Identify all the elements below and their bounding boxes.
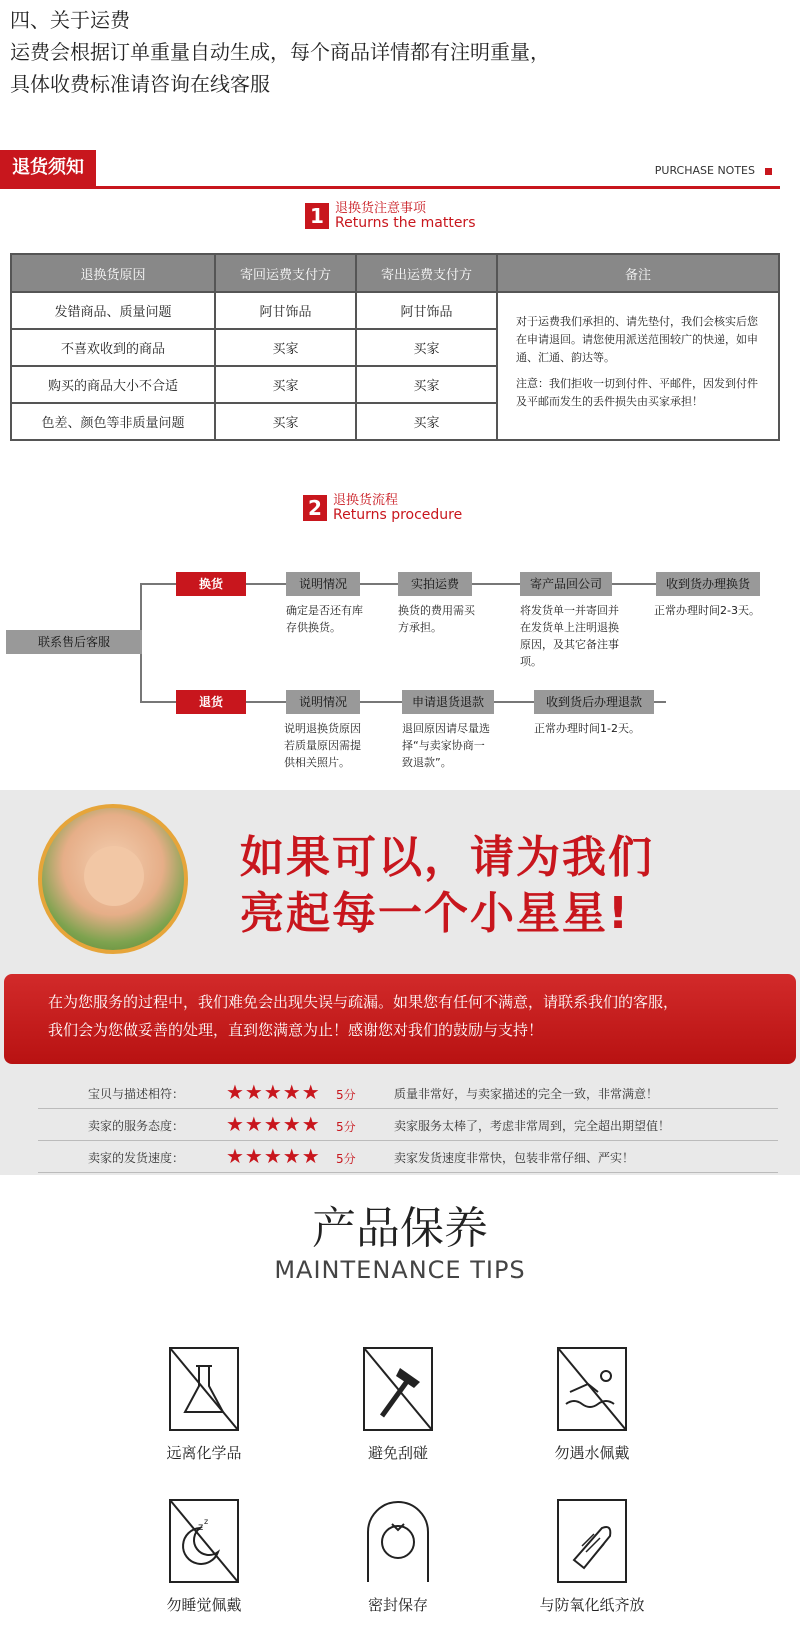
flow-connector [140,701,178,703]
tip-label: 与防氧化纸齐放 [539,1596,645,1614]
shipping-line-1: 运费会根据订单重量自动生成，每个商品详情都有注明重量， [10,40,550,64]
paper-roll-icon [556,1498,628,1584]
tip-label: 远离化学品 [166,1444,242,1462]
note-text-2: 注意：我们拒收一切到付件、平邮件，因发到付件及平邮而发生的丢件损失由买家承担！ [516,377,758,408]
svg-text:z: z [204,1517,209,1526]
rating-comment: 卖家服务太棒了，考虑非常周到，完全超出期望值！ [394,1119,671,1133]
notes-english: PURCHASE NOTES [655,164,772,177]
rating-headline [240,830,654,942]
refund-desc: 退回原因请尽量选择“与卖家协商一致退款”。 [402,722,490,769]
shipping-section [10,4,550,100]
chemical-icon [168,1346,240,1432]
tip-label: 密封保存 [367,1596,428,1614]
table-cell: 阿甘饰品 [356,292,497,329]
headline-line-1: 如果可以，请为我们 [240,832,654,883]
rating-score: 5分 [336,1152,356,1166]
shipping-heading: 四、关于运费 [10,8,130,32]
purchase-notes-header [0,150,780,194]
refund-box: 退货 [176,690,246,714]
maintenance-en: MAINTENANCE TIPS [274,1256,526,1284]
refund-desc: 说明退换货原因若质量原因需提供相关照片。 [284,722,361,769]
rating-row [38,1078,778,1109]
table-cell: 买家 [356,329,497,366]
table-cell: 买家 [356,403,497,440]
rating-banner [0,790,800,1175]
table-cell: 色差、颜色等非质量问题 [11,403,215,440]
svg-text:z: z [198,1522,204,1533]
flow-connector [140,583,178,585]
tip-no-scratch [318,1346,478,1463]
maintenance-title: 产品保养 [312,1203,488,1254]
table-cell: 买家 [215,403,356,440]
rating-score: 5分 [336,1120,356,1134]
header-divider [0,186,780,189]
tip-no-chemicals [124,1346,284,1463]
table-header: 备注 [497,254,779,292]
sealed-bag-icon [362,1498,434,1584]
sleep-icon [168,1498,240,1584]
tip-anti-oxidation [512,1498,672,1615]
rating-label: 卖家的服务态度： [88,1119,185,1133]
note-text-1: 对于运费我们承担的、请先垫付，我们会核实后您在申请退回。请您使用派送范围较广的快递，如申通、汇通、韵达等。 [516,315,758,364]
step2-number: 2 [303,495,327,521]
star-icons: ★★★★★ [226,1144,321,1168]
step1-title [305,202,476,230]
table-cell: 不喜欢收到的商品 [11,329,215,366]
tip-no-sleep [124,1498,284,1615]
refund-step: 收到货后办理退款 [534,690,654,714]
table-header-row [11,254,779,292]
message-line-1: 在为您服务的过程中，我们难免会出现失误与疏漏。如果您有任何不满意，请联系我们的客服， [48,993,679,1011]
hammer-icon [362,1346,434,1432]
star-icons: ★★★★★ [226,1112,321,1136]
rating-label: 宝贝与描述相符： [88,1087,185,1101]
swimmer-icon [556,1346,628,1432]
table-note [497,292,779,440]
tip-no-water [512,1346,672,1463]
step1-cn: 退换货注意事项 [335,201,427,216]
step1-en: Returns the matters [335,215,476,231]
rating-label: 卖家的发货速度： [88,1151,185,1165]
table-cell: 买家 [215,329,356,366]
rating-row [38,1142,778,1173]
service-message [4,974,796,1064]
exchange-box: 换货 [176,572,246,596]
step2-cn: 退换货流程 [333,493,399,508]
table-header: 退换货原因 [11,254,215,292]
refund-step: 申请退货退款 [402,690,494,714]
notes-tab: 退货须知 [0,150,96,186]
returns-table [10,253,780,441]
exchange-step: 寄产品回公司 [520,572,612,596]
rating-score: 5分 [336,1088,356,1102]
table-cell: 发错商品、质量问题 [11,292,215,329]
table-header: 寄回运费支付方 [215,254,356,292]
exchange-step: 说明情况 [286,572,360,596]
exchange-desc: 将发货单一并寄回并在发货单上注明退换原因，及其它备注事项。 [520,604,619,668]
step1-number: 1 [305,203,329,229]
headline-line-2: 亮起每一个小星星! [240,888,631,939]
rating-comment: 质量非常好，与卖家描述的完全一致，非常满意！ [394,1087,659,1101]
exchange-desc: 换货的费用需买方承担。 [398,604,475,634]
message-line-2: 我们会为您做妥善的处理，直到您满意为止！感谢您对我们的鼓励与支持！ [48,1021,544,1039]
exchange-step: 收到货办理换货 [656,572,760,596]
rating-comment: 卖家发货速度非常快，包装非常仔细、严实！ [394,1151,635,1165]
table-header: 寄出运费支付方 [356,254,497,292]
tip-label: 勿遇水佩戴 [554,1444,630,1462]
table-cell: 买家 [215,366,356,403]
step2-en: Returns procedure [333,507,463,523]
refund-desc: 正常办理时间1-2天。 [534,722,640,735]
refund-step: 说明情况 [286,690,360,714]
star-icons: ★★★★★ [226,1080,321,1104]
shipping-line-2: 具体收费标准请咨询在线客服 [10,72,270,96]
exchange-desc: 确定是否还有库存供换货。 [286,604,363,634]
step2-title [303,494,462,522]
rating-row [38,1110,778,1141]
tip-label: 勿睡觉佩戴 [166,1596,242,1614]
exchange-step: 实拍运费 [398,572,472,596]
baby-photo [38,804,188,954]
table-cell: 买家 [356,366,497,403]
exchange-desc: 正常办理时间2-3天。 [654,604,760,617]
root-box: 联系售后客服 [6,630,142,654]
table-cell: 阿甘饰品 [215,292,356,329]
tip-sealed-storage [318,1498,478,1615]
table-row [11,292,779,329]
tip-label: 避免刮碰 [367,1444,428,1462]
table-cell: 购买的商品大小不合适 [11,366,215,403]
